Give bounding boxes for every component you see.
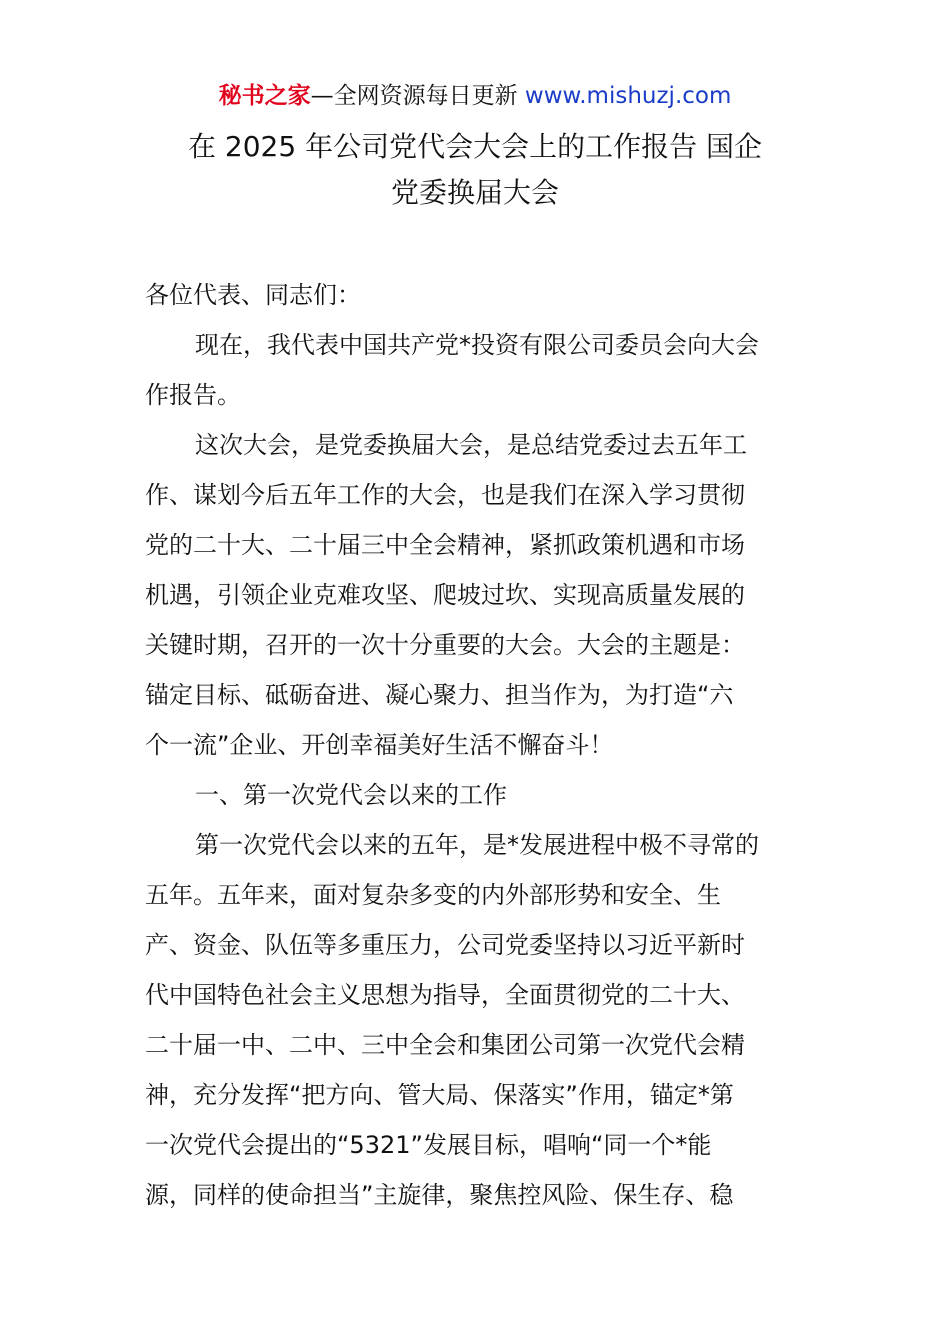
paragraph-line: 产、资金、队伍等多重压力，公司党委坚持以习近平新时 [145,931,745,959]
paragraph-line: 源，同样的使命担当”主旋律，聚焦控风险、保生存、稳 [145,1181,734,1209]
paragraph-line: 二十届一中、二中、三中全会和集团公司第一次党代会精 [145,1031,745,1059]
section-heading: 一、第一次党代会以来的工作 [195,781,507,809]
paragraph-line: 关键时期，召开的一次十分重要的大会。大会的主题是： [145,631,745,659]
paragraph-line: 现在，我代表中国共产党*投资有限公司委员会向大会 [195,331,759,359]
document-title [100,124,850,216]
site-tagline: —全网资源每日更新 [310,83,525,109]
paragraph-line: 神，充分发挥“把方向、管大局、保落实”作用，锚定*第 [145,1081,734,1109]
paragraph-line: 个一流”企业、开创幸福美好生活不懈奋斗！ [145,731,614,759]
paragraph-line: 锚定目标、砥砺奋进、凝心聚力、担当作为，为打造“六 [145,681,734,709]
paragraph-line: 代中国特色社会主义思想为指导，全面贯彻党的二十大、 [145,981,745,1009]
title-line-2: 党委换届大会 [390,176,559,209]
brand-name: 秘书之家 [218,83,311,109]
paragraph-line: 五年。五年来，面对复杂多变的内外部形势和安全、生 [145,881,721,909]
title-line-1: 在 2025 年公司党代会大会上的工作报告 国企 [188,130,762,163]
site-url-link[interactable]: www.mishuzj.com [524,83,732,109]
paragraph-line: 机遇，引领企业克难攻坚、爬坡过坎、实现高质量发展的 [145,581,745,609]
paragraph-line: 第一次党代会以来的五年，是*发展进程中极不寻常的 [195,831,759,859]
document-body [145,270,815,1220]
paragraph-line: 这次大会，是党委换届大会，是总结党委过去五年工 [195,431,747,459]
paragraph-line: 党的二十大、二十届三中全会精神，紧抓政策机遇和市场 [145,531,745,559]
site-header [0,80,950,112]
salutation: 各位代表、同志们： [145,281,361,309]
paragraph-line: 作报告。 [145,381,241,409]
paragraph-line: 作、谋划今后五年工作的大会，也是我们在深入学习贯彻 [145,481,745,509]
paragraph-line: 一次党代会提出的“5321”发展目标，唱响“同一个*能 [145,1131,712,1159]
